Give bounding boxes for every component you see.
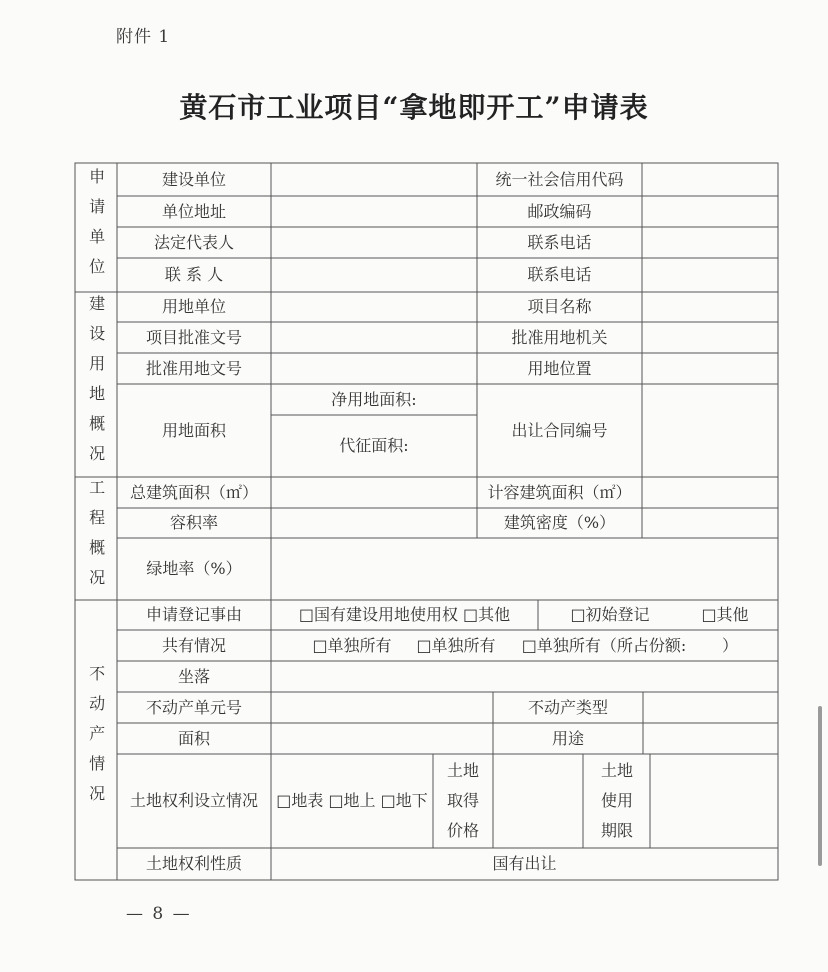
land-right-nature-value: 国有出让 [492,854,557,874]
label-contact: 联 系 人 [164,265,224,285]
section-real-estate: 不动产情况 [86,665,106,815]
label-phone-1: 联系电话 [527,232,592,252]
label-unit-address: 单位地址 [161,201,226,221]
label-land-unit: 用地单位 [161,297,226,317]
registration-option-other[interactable]: □其他 [701,605,749,625]
label-plot-ratio: 容积率 [169,513,218,533]
registration-option-left[interactable]: □国有建设用地使用权 □其他 [298,605,511,625]
label-registration-matter: 申请登记事由 [145,605,242,625]
label-contract-no: 出让合同编号 [511,420,608,440]
co-own-option-3-close: ） [721,635,738,655]
land-setup-options[interactable]: □地表 □地上 □地下 [276,791,428,811]
document-title: 黄石市工业项目“拿地即开工”申请表 [179,91,649,124]
attachment-label: 附件 1 [116,27,171,47]
label-area: 面积 [177,728,210,748]
label-land-location: 用地位置 [527,358,592,378]
label-credit-code: 统一社会信用代码 [495,169,624,189]
label-build-unit: 建设单位 [161,169,226,189]
section-applicant: 申请单位 [86,167,106,288]
label-build-density: 建筑密度（%） [503,513,616,533]
label-postal-code: 邮政编码 [527,201,592,221]
co-own-option-3[interactable]: □单独所有（所占份额: [521,635,687,655]
label-far-build-area: 计容建筑面积（㎡） [487,482,632,502]
label-land-right-nature: 土地权利性质 [145,854,242,874]
co-own-option-1[interactable]: □单独所有 [312,635,392,655]
label-project-approval-no: 项目批准文号 [145,327,242,347]
section-land-use: 建设用地概况 [86,294,106,475]
label-project-name: 项目名称 [527,297,592,317]
label-land-term: 土地使用期限 [600,761,633,840]
label-net-land-area: 净用地面积: [331,389,417,409]
label-proxy-area: 代征面积: [339,436,409,456]
label-estate-type: 不动产类型 [527,697,608,717]
label-land-approval-no: 批准用地文号 [145,358,242,378]
label-green-ratio: 绿地率（%） [146,559,242,579]
label-land-area: 用地面积 [161,420,226,440]
scrollbar[interactable] [818,706,822,866]
label-phone-2: 联系电话 [527,265,592,285]
page-number: — 8 — [126,904,192,924]
registration-option-initial[interactable]: □初始登记 [570,605,650,625]
label-located: 坐落 [177,666,210,686]
label-legal-rep: 法定代表人 [153,232,234,252]
section-project: 工程概况 [86,478,106,599]
co-own-option-2[interactable]: □单独所有 [416,635,496,655]
label-land-approval-authority: 批准用地机关 [511,327,608,347]
label-land-price: 土地取得价格 [446,761,479,840]
label-total-build-area: 总建筑面积（㎡） [129,482,258,502]
label-purpose: 用途 [551,728,584,748]
label-co-ownership: 共有情况 [161,635,226,655]
label-unit-no: 不动产单元号 [145,697,242,717]
label-land-right-setup: 土地权利设立情况 [129,791,258,811]
